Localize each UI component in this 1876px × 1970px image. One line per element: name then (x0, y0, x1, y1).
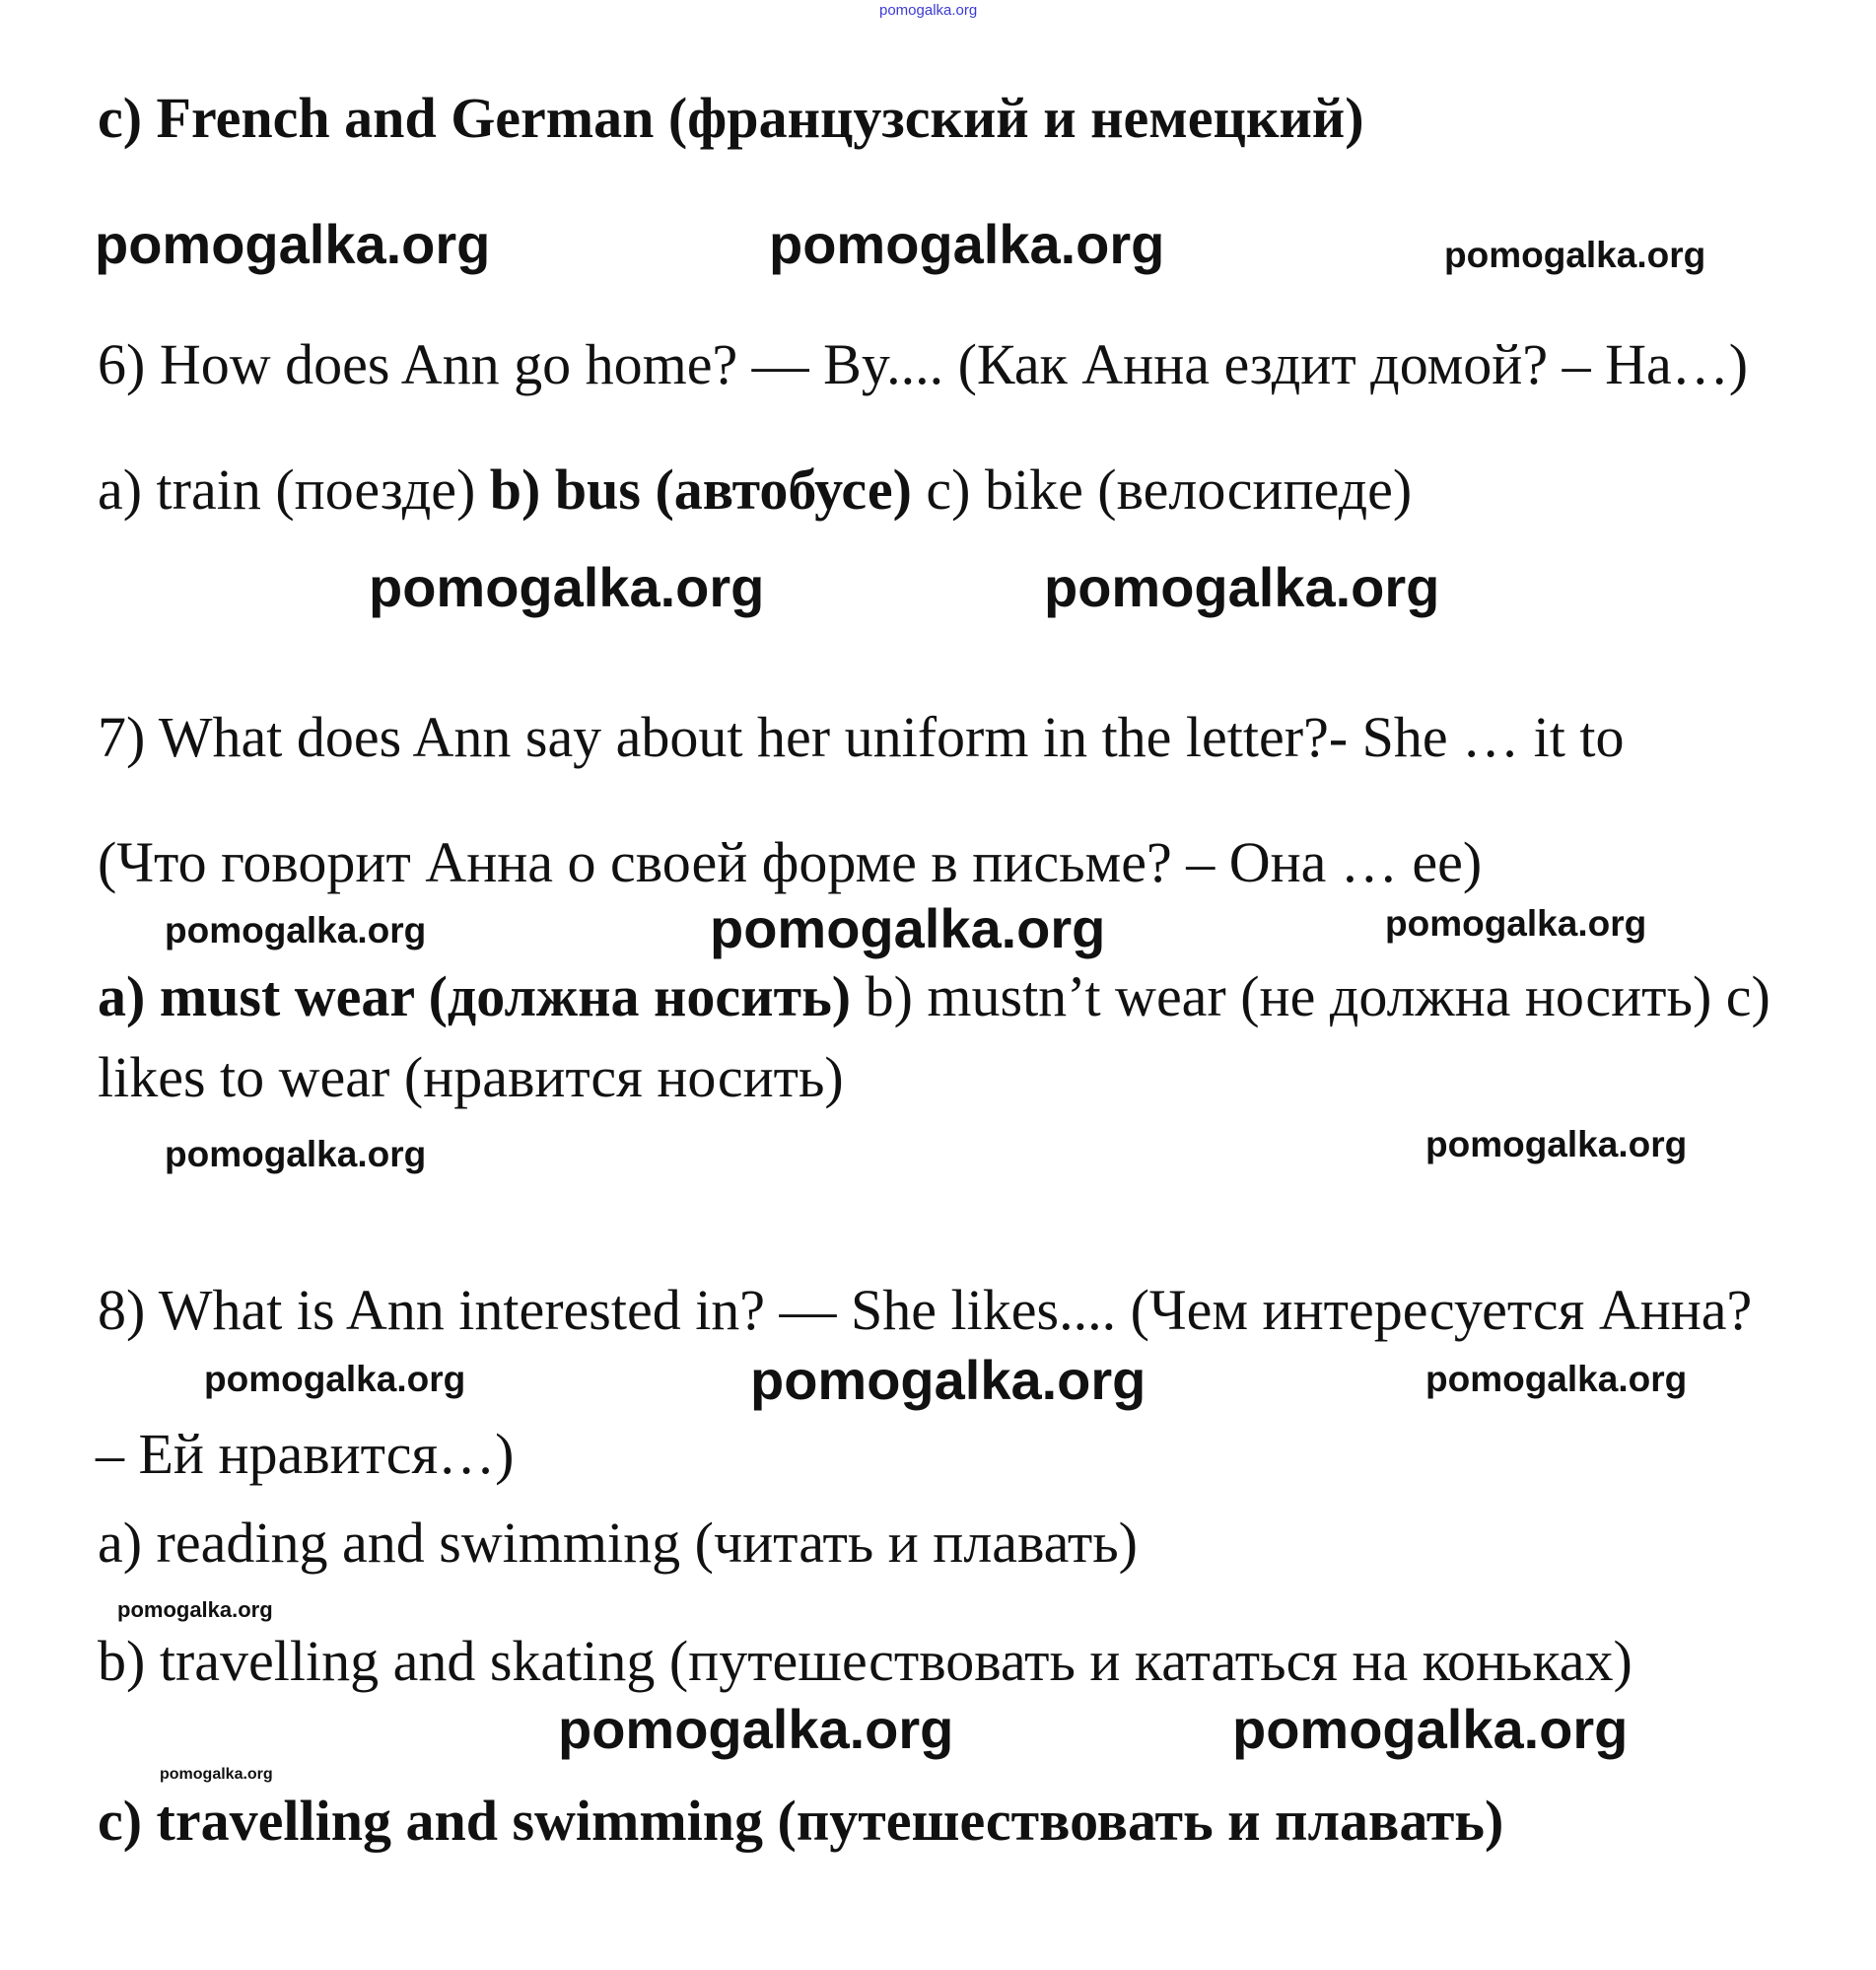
watermark: pomogalka.org (710, 897, 1106, 959)
watermark: pomogalka.org (95, 213, 491, 275)
watermark: pomogalka.org (117, 1597, 273, 1622)
watermark: pomogalka.org (165, 1134, 427, 1174)
watermark: pomogalka.org (1425, 1359, 1688, 1399)
options-6 (98, 457, 1413, 522)
question-6: 6) How does Ann go home? — By.... (Как Анна ездит домой? – На…) (98, 332, 1749, 396)
question-7: 7) What does Ann say about her uniform in the letter?- She … it to (98, 705, 1625, 769)
option-7a-correct: a) must wear (должна носить) (98, 964, 852, 1028)
question-8: 8) What is Ann interested in? — She likes.... (Чем интересуется Анна? (98, 1278, 1753, 1342)
watermark: pomogalka.org (369, 556, 765, 618)
option-6c: c) bike (велосипеде) (911, 457, 1413, 522)
watermark: pomogalka.org (1044, 556, 1440, 618)
option-6a: a) train (поезде) (98, 457, 490, 522)
answer-5c: c) French and German (французский и немецкий) (98, 86, 1364, 150)
watermark: pomogalka.org (1385, 903, 1647, 944)
question-7-translation: (Что говорит Анна о своей форме в письме? – Она … ее) (98, 830, 1483, 894)
watermark-top: pomogalka.org (879, 2, 978, 19)
option-7b: b) mustn’t wear (не должна носить) c) (851, 964, 1771, 1028)
watermark: pomogalka.org (165, 910, 427, 950)
options-7 (98, 964, 1771, 1028)
question-8-translation: – Ей нравится…) (96, 1422, 515, 1486)
watermark: pomogalka.org (160, 1766, 273, 1783)
option-8b: b) travelling and skating (путешествовать и кататься на коньках) (98, 1629, 1633, 1693)
watermark: pomogalka.org (558, 1698, 954, 1760)
option-7c: likes to wear (нравится носить) (98, 1045, 844, 1109)
watermark: pomogalka.org (1444, 235, 1706, 275)
watermark: pomogalka.org (1232, 1698, 1629, 1760)
option-8c-correct: c) travelling and swimming (путешествовать и плавать) (98, 1789, 1504, 1853)
option-6b-correct: b) bus (автобусе) (489, 457, 912, 522)
watermark: pomogalka.org (769, 213, 1165, 275)
watermark: pomogalka.org (750, 1349, 1146, 1411)
option-8a: a) reading and swimming (читать и плавать) (98, 1511, 1138, 1575)
watermark: pomogalka.org (204, 1359, 466, 1399)
watermark: pomogalka.org (1425, 1124, 1688, 1164)
